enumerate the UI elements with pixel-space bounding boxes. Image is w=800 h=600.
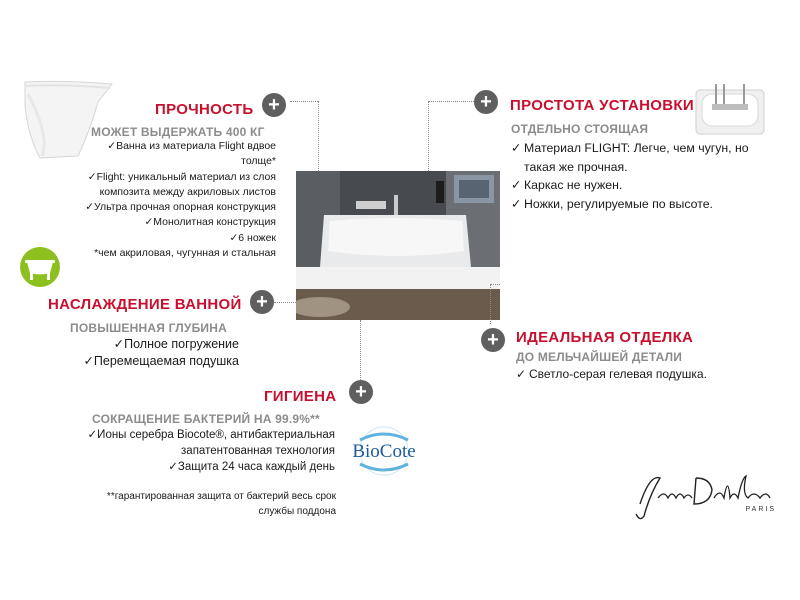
brand-city: PARIS <box>745 506 776 513</box>
connector-line <box>318 101 319 171</box>
finish-list <box>516 366 707 382</box>
check-icon: ✓ <box>168 461 178 473</box>
connector-line <box>428 101 429 171</box>
list-item: ✓ Материал FLIGHT: Легче, чем чугун, но <box>511 139 749 158</box>
check-icon: ✓ <box>113 337 125 351</box>
check-icon: ✓ <box>511 196 522 211</box>
finish-title: ИДЕАЛЬНАЯ ОТДЕЛКА <box>516 329 694 346</box>
list-item: ✓Flight: уникальный материал из слоя <box>81 170 276 185</box>
comfort-subtitle: ПОВЫШЕННАЯ ГЛУБИНА <box>70 321 227 335</box>
tub-top-view-image <box>694 80 766 138</box>
list-item: такая же прочная. <box>524 159 628 174</box>
check-icon: ✓ <box>511 141 522 155</box>
install-list <box>511 139 749 213</box>
install-subtitle: ОТДЕЛЬНО СТОЯЩАЯ <box>511 122 649 136</box>
hygiene-subtitle: СОКРАЩЕНИЕ БАКТЕРИЙ НА 99.9%** <box>92 412 320 426</box>
biocote-logo <box>348 426 428 476</box>
list-item: ✓ Каркас не нужен. <box>511 176 749 195</box>
check-icon: ✓ <box>511 178 522 192</box>
list-item: ✓Ионы серебра Biocote®, антибактериальная <box>84 427 335 443</box>
list-item: ✓Ультра прочная опорная конструкция <box>81 200 276 215</box>
connector-line <box>428 101 474 102</box>
list-item: толще* <box>241 155 276 168</box>
tub-legs-icon <box>18 246 62 288</box>
list-item: композита между акриловых листов <box>99 185 276 198</box>
check-icon: ✓ <box>107 140 117 152</box>
comfort-list <box>81 336 239 370</box>
list-item: *чем акриловая, чугунная и стальная <box>94 247 276 260</box>
list-item: ✓ Ножки, регулируемые по высоте. <box>511 195 749 214</box>
check-icon: ✓ <box>87 170 97 183</box>
list-item: ✓ Светло-серая гелевая подушка. <box>516 367 707 381</box>
comfort-plus-icon[interactable]: + <box>250 290 274 314</box>
bathtub-photo <box>296 171 500 320</box>
connector-line <box>290 101 318 102</box>
connector-line <box>490 284 491 324</box>
list-item: ✓Защита 24 часа каждый день <box>84 459 335 475</box>
install-title: ПРОСТОТА УСТАНОВКИ <box>510 97 694 114</box>
list-item: ✓Полное погружение <box>81 336 239 353</box>
check-icon: ✓ <box>144 216 154 229</box>
strength-list <box>81 139 276 261</box>
list-item: запатентованная технология <box>181 445 335 457</box>
check-icon: ✓ <box>87 429 98 441</box>
connector-line <box>360 320 361 380</box>
list-item: ✓6 ножек <box>81 231 276 246</box>
check-icon: ✓ <box>516 367 527 381</box>
check-icon: ✓ <box>229 231 239 244</box>
hygiene-plus-icon[interactable]: + <box>349 380 373 404</box>
strength-plus-icon[interactable]: + <box>262 93 286 117</box>
connector-line <box>490 284 500 285</box>
strength-title: ПРОЧНОСТЬ <box>155 101 254 118</box>
list-item: ✓Перемещаемая подушка <box>81 353 239 370</box>
jacob-delafon-signature <box>630 464 780 524</box>
strength-subtitle: МОЖЕТ ВЫДЕРЖАТЬ 400 КГ <box>91 125 265 139</box>
finish-plus-icon[interactable]: + <box>481 328 505 352</box>
comfort-title: НАСЛАЖДЕНИЕ ВАННОЙ <box>48 296 242 313</box>
hygiene-footnote: **гарантированная защита от бактерий весь срок службы поддона <box>106 491 336 517</box>
install-plus-icon[interactable]: + <box>474 90 498 114</box>
check-icon: ✓ <box>83 354 94 368</box>
list-item: ✓Монолитная конструкция <box>81 215 276 230</box>
hygiene-title: ГИГИЕНА <box>264 388 337 405</box>
check-icon: ✓ <box>85 201 95 214</box>
finish-subtitle: ДО МЕЛЬЧАЙШЕЙ ДЕТАЛИ <box>516 350 683 364</box>
list-item: ✓Ванна из материала Flight вдвое <box>81 139 276 154</box>
hygiene-list <box>84 427 335 475</box>
svg-text:BioCote: BioCote <box>352 441 416 462</box>
connector-line <box>274 302 296 303</box>
